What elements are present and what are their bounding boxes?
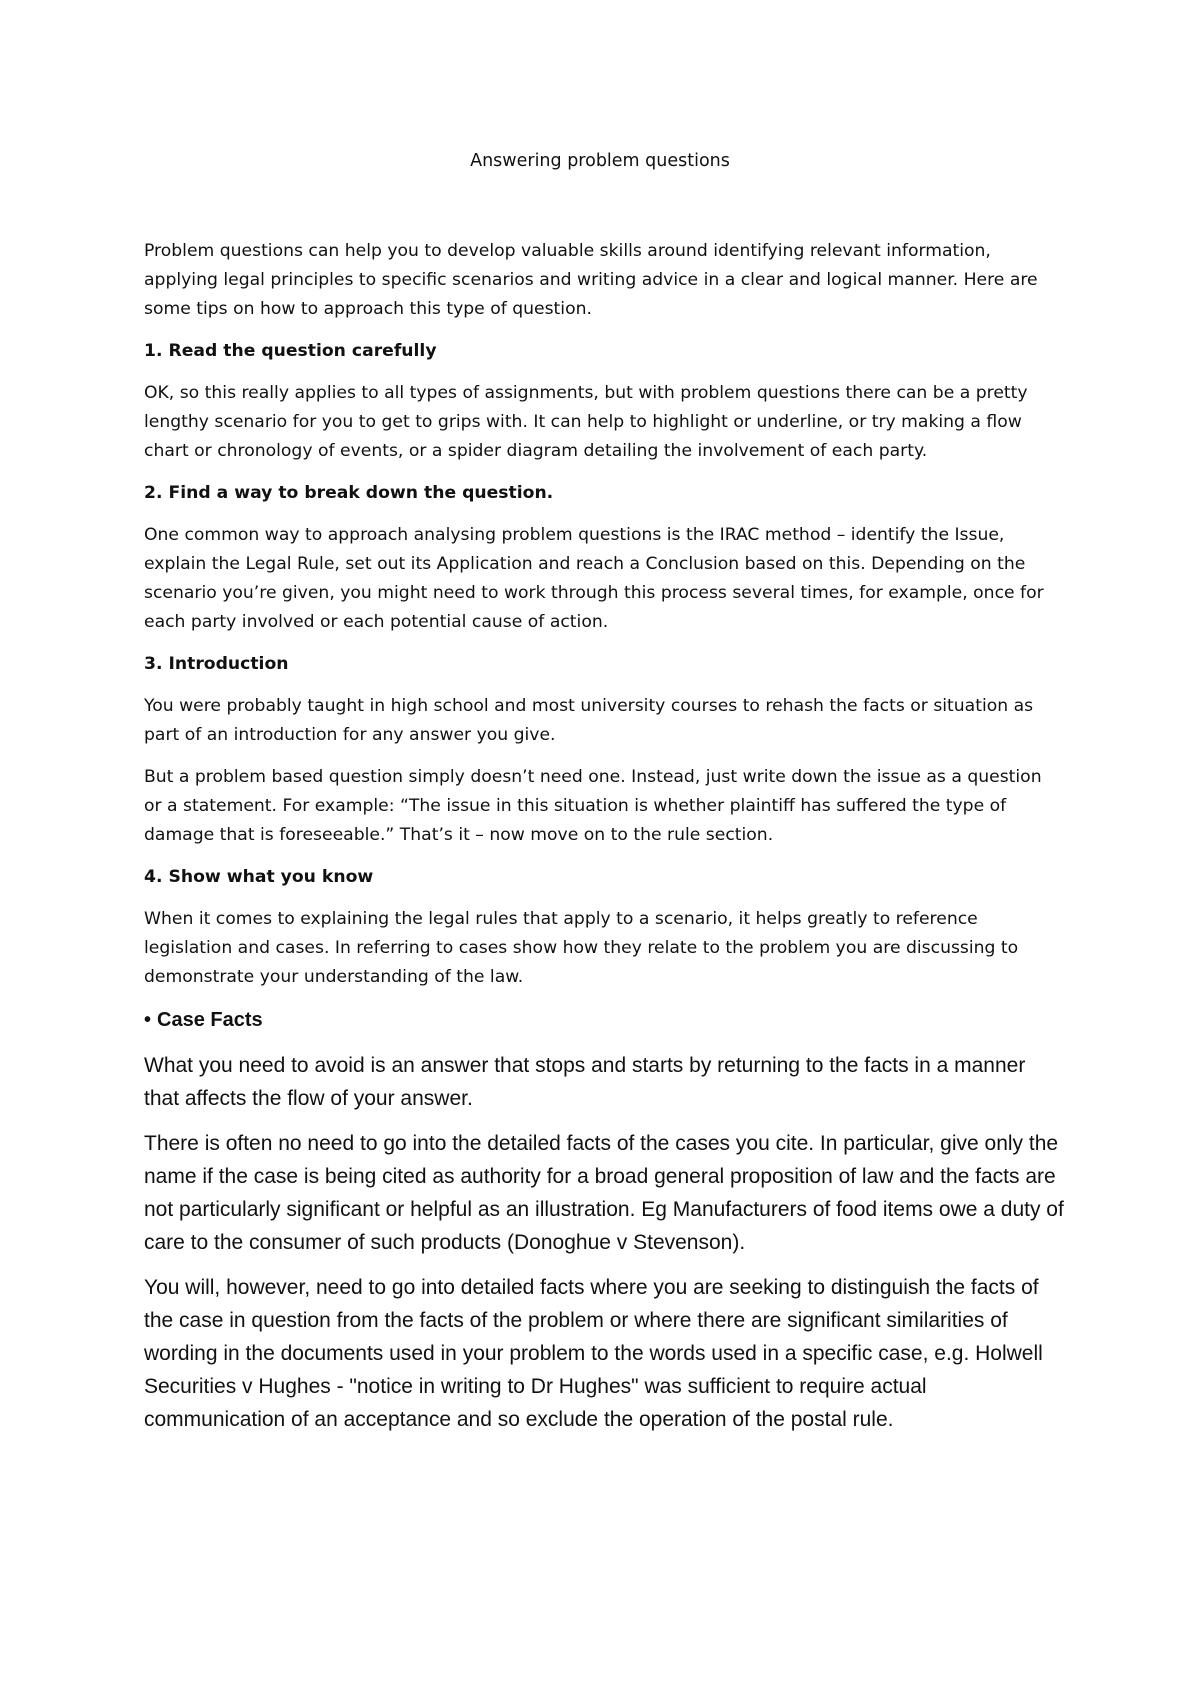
- section-3-paragraph-2: But a problem based question simply doesn’t need one. Instead, just write down the issue as a question or a statement. For example: “The issue in this situation is whether plaintiff has suffered the type of damage that is foreseeable.” That’s it – now move on to the rule section.: [144, 767, 1042, 845]
- case-facts-paragraph-2: There is often no need to go into the detailed facts of the cases you cite. In particular, give only the name if the case is being cited as authority for a broad general proposition of law and the facts are not particularly significant or helpful as an illustration. Eg Manufacturers of food items owe a duty of care to the consumer of such products (Donoghue v Stevenson).: [144, 1132, 1064, 1254]
- case-facts-heading-label: Case Facts: [157, 1009, 263, 1031]
- document-body: [144, 237, 1064, 1448]
- section-4-paragraph: When it comes to explaining the legal rules that apply to a scenario, it helps greatly to reference legislation and cases. In referring to cases show how they relate to the problem you are discussing to demonstrate your understanding of the law.: [144, 909, 1019, 987]
- section-1-paragraph: OK, so this really applies to all types of assignments, but with problem questions there can be a pretty lengthy scenario for you to get to grips with. It can help to highlight or underline, or try making a flow chart or chronology of events, or a spider diagram detailing the involvement of each party.: [144, 383, 1028, 461]
- section-2-heading: 2. Find a way to break down the question.: [144, 483, 554, 503]
- section-3-heading: 3. Introduction: [144, 654, 289, 674]
- bullet-icon: •: [144, 1009, 152, 1031]
- section-4-heading: 4. Show what you know: [144, 867, 374, 887]
- section-3-paragraph-1: You were probably taught in high school and most university courses to rehash the facts or situation as part of an introduction for any answer you give.: [144, 696, 1034, 745]
- section-1-heading: 1. Read the question carefully: [144, 341, 437, 361]
- intro-paragraph: Problem questions can help you to develop valuable skills around identifying relevant information, applying legal principles to specific scenarios and writing advice in a clear and logical manner. Here are some tips on how to approach this type of question.: [144, 241, 1038, 319]
- page-title: Answering problem questions: [470, 151, 730, 171]
- case-facts-paragraph-3: You will, however, need to go into detailed facts where you are seeking to distinguish the facts of the case in question from the facts of the problem or where there are significant similarities of wording in the documents used in your problem to the words used in a specific case, e.g. Holwell Securities v Hughes - "notice in writing to Dr Hughes" was sufficient to require actual communication of an acceptance and so exclude the operation of the postal rule.: [144, 1276, 1043, 1431]
- case-facts-heading: [144, 1005, 1064, 1035]
- section-2-paragraph: One common way to approach analysing problem questions is the IRAC method – identify the Issue, explain the Legal Rule, set out its Application and reach a Conclusion based on this. Depending on the scenario you’re given, you might need to work through this process several times, for example, once for each party involved or each potential cause of action.: [144, 525, 1044, 632]
- case-facts-paragraph-1: What you need to avoid is an answer that stops and starts by returning to the facts in a manner that affects the flow of your answer.: [144, 1054, 1026, 1110]
